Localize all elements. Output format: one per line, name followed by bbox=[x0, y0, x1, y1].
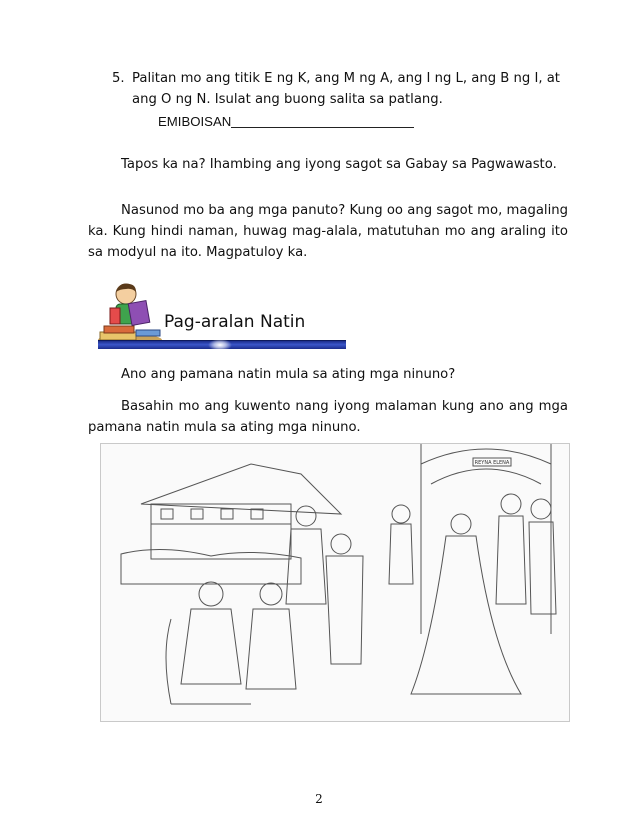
family-heritage-sketch-icon bbox=[100, 443, 570, 722]
section-title: Pag-aralan Natin bbox=[164, 312, 306, 332]
page-number: 2 bbox=[315, 792, 323, 806]
item-instruction: Palitan mo ang titik E ng K, ang M ng A, ang I ng L, ang B ng I, at ang O ng N. Isulat ang buong salita sa patlang. bbox=[132, 71, 560, 107]
child-reading-books-icon bbox=[96, 280, 164, 348]
item-number: 5. bbox=[112, 71, 125, 86]
banner-text: REYNA ELENA bbox=[474, 460, 510, 466]
reading-instruction bbox=[88, 396, 568, 438]
title-underline bbox=[98, 340, 346, 349]
paragraph-continue bbox=[88, 200, 568, 263]
answer-blank[interactable] bbox=[231, 114, 414, 128]
paragraph-check-answer bbox=[88, 154, 568, 175]
answer-line bbox=[158, 114, 414, 129]
reading-instruction-text: Basahin mo ang kuwento nang iyong malaman kung ano ang mga pamana natin mula sa ating mga ninuno. bbox=[88, 399, 568, 435]
paragraph-check-answer-text: Tapos ka na? Ihambing ang iyong sagot sa Gabay sa Pagwawasto. bbox=[121, 157, 557, 172]
guide-question: Ano ang pamana natin mula sa ating mga ninuno? bbox=[121, 367, 456, 382]
scrambled-word: EMIBOISAN bbox=[158, 114, 232, 129]
paragraph-continue-text: Nasunod mo ba ang mga panuto? Kung oo ang sagot mo, magaling ka. Kung hindi naman, huwag mag-alala, matutuhan mo ang araling ito sa modyul na ito. Magpatuloy ka. bbox=[88, 203, 568, 260]
